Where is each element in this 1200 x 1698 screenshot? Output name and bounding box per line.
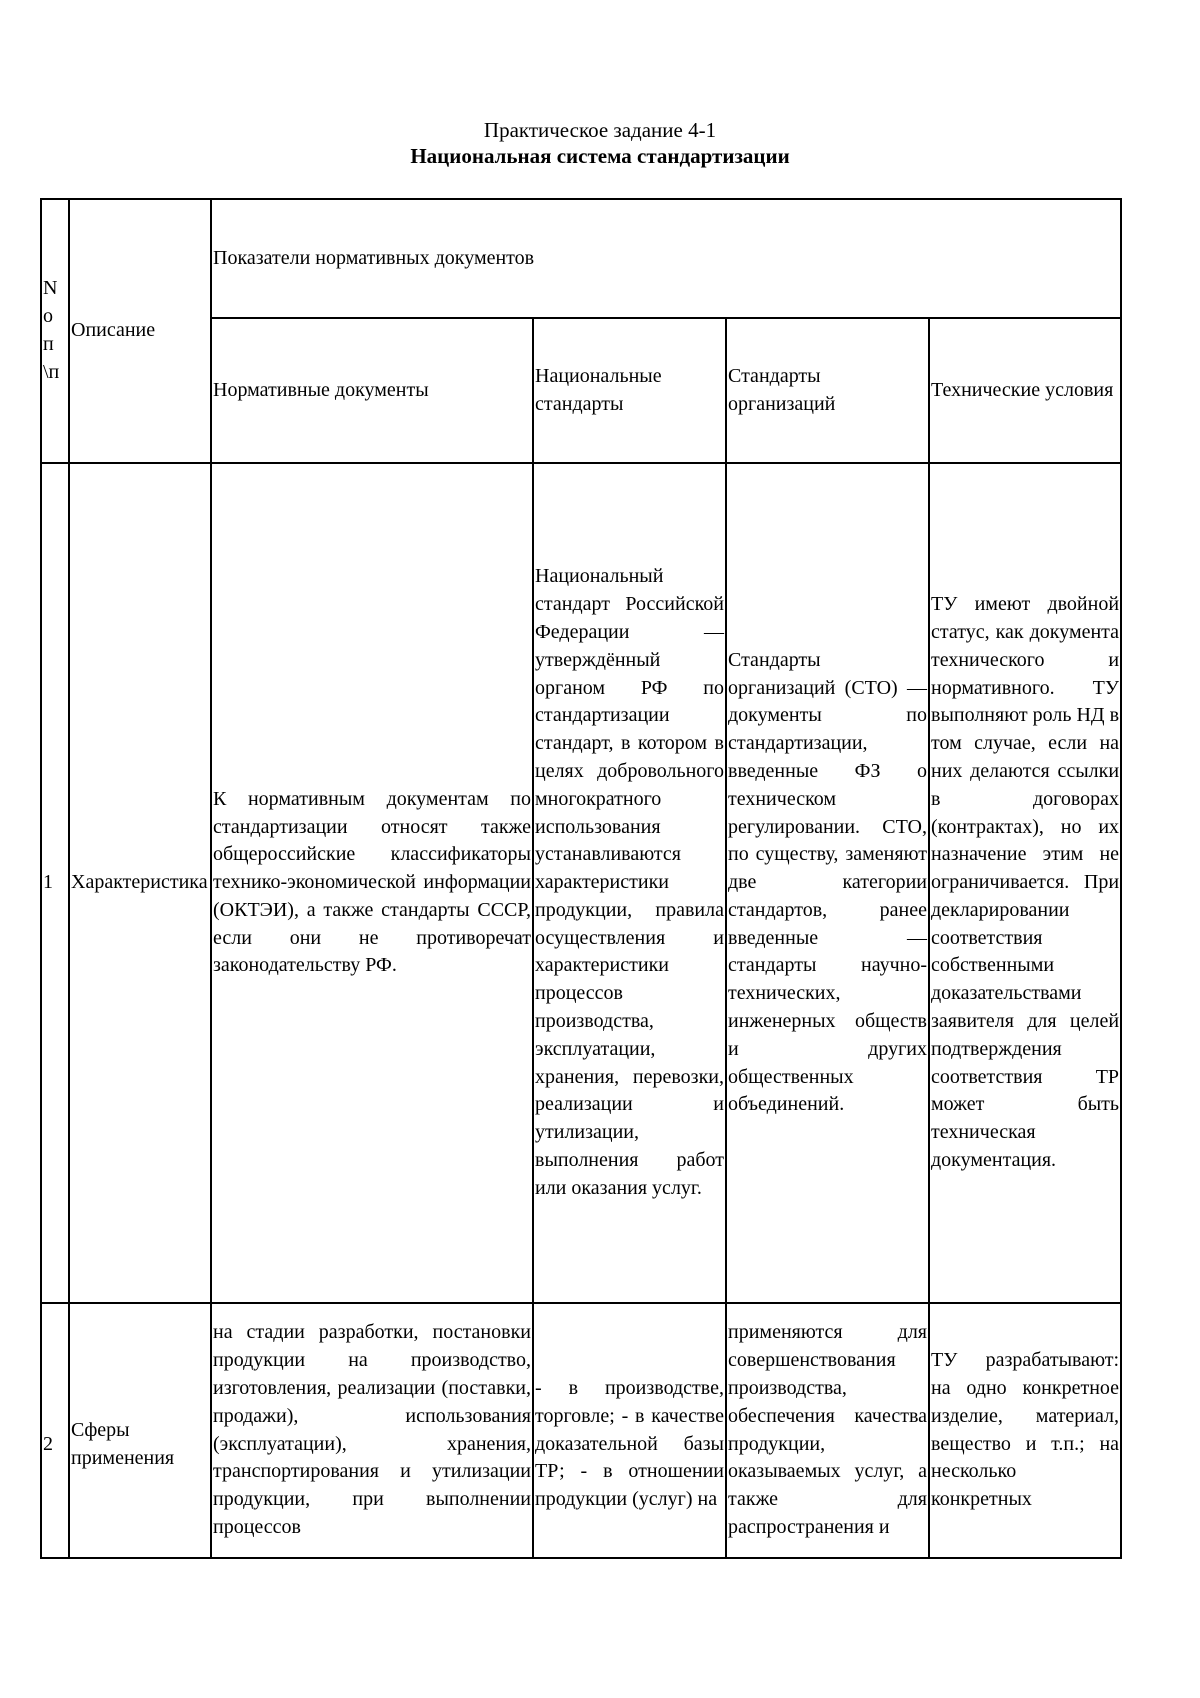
column-header-organization-standards: Стандарты организаций — [726, 318, 929, 463]
table-header-row — [41, 199, 1121, 318]
cell-national-standards: - в производстве, торговле; - в качестве доказательной базы ТР; - в отношении продукции (услуг) на — [533, 1303, 726, 1558]
cell-normative-documents: К нормативным документам по стандартизации относят также общероссийские классификаторы технико-экономической информации (ОКТЭИ), а также стандарты СССР, если они не противоречат законодательству РФ. — [211, 463, 533, 1303]
row-description: Сферы применения — [69, 1303, 211, 1558]
table-row — [41, 463, 1121, 1303]
document-title: Национальная система стандартизации — [410, 144, 790, 168]
column-header-technical-conditions: Технические условия — [929, 318, 1121, 463]
group-header-indicators: Показатели нормативных документов — [211, 199, 1121, 318]
row-number: 1 — [41, 463, 69, 1303]
row-number: 2 — [41, 1303, 69, 1558]
cell-national-standards: Национальный стандарт Российской Федерации — утверждённый органом РФ по стандартизации стандарт, в котором в целях добровольного многократного использования устанавливаются характеристики продукции, правила осуществления и характеристики процессов производства, эксплуатации, хранения, перевозки, реализации и утилизации, выполнения работ или оказания услуг. — [533, 463, 726, 1303]
page-header — [0, 117, 1200, 169]
table-row — [41, 1303, 1121, 1558]
column-header-national-standards: Национальные стандарты — [533, 318, 726, 463]
cell-technical-conditions: ТУ имеют двойной статус, как документа технического и нормативного. ТУ выполняют роль НД в том случае, если на них делаются ссылки в договорах (контрактах), но их назначение этим не ограничивается. При декларировании соответствия собственными доказательствами заявителя для целей подтверждения соответствия ТР может быть техническая документация. — [929, 463, 1121, 1303]
column-header-description: Описание — [69, 199, 211, 463]
document-subtitle: Практическое задание 4-1 — [483, 118, 717, 142]
column-header-number: N о п\п — [41, 199, 69, 463]
cell-technical-conditions: ТУ разрабатывают: на одно конкретное изделие, материал, вещество и т.п.; на несколько конкретных — [929, 1303, 1121, 1558]
cell-organization-standards: Стандарты организаций (СТО) — документы по стандартизации, введенные ФЗ о техническом регулировании. СТО, по существу, заменяют две категории стандартов, ранее введенные — стандарты научно-технических, инженерных обществ и других общественных объединений. — [726, 463, 929, 1303]
cell-normative-documents: на стадии разработки, постановки продукции на производство, изготовления, реализации (поставки, продажи), использования (эксплуатации), хранения, транспортирования и утилизации продукции, при выполнении процессов — [211, 1303, 533, 1558]
column-header-normative-documents: Нормативные документы — [211, 318, 533, 463]
standards-table — [40, 198, 1122, 1559]
row-description: Характеристика — [69, 463, 211, 1303]
cell-organization-standards: применяются для совершенствования производства, обеспечения качества продукции, оказываемых услуг, а также для распространения и — [726, 1303, 929, 1558]
